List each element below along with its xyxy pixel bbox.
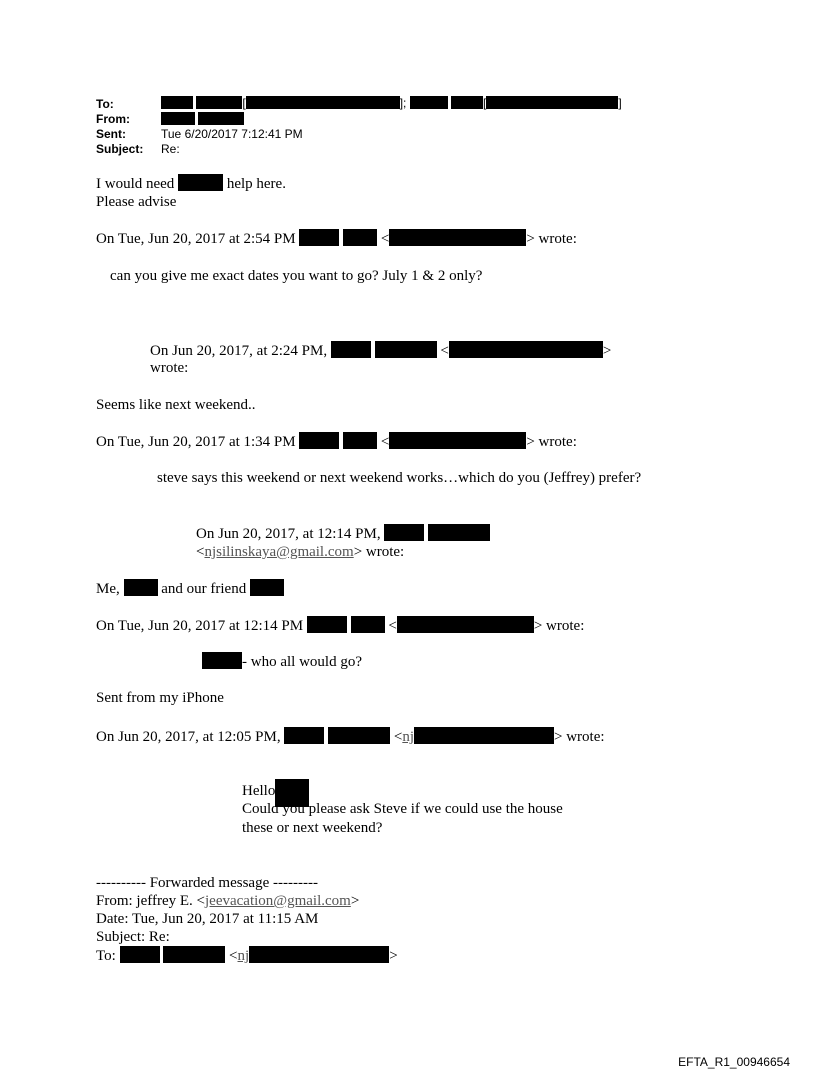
header-to-row	[96, 97, 114, 111]
quote-header-2: On Jun 20, 2017, at 2:24 PM, < >	[150, 343, 612, 359]
redaction	[161, 96, 193, 109]
subject-value: Re:	[161, 142, 180, 156]
message-7-line-1: Could you please ask Steve if we could use the house	[242, 801, 563, 817]
redaction	[120, 946, 160, 963]
message-6: Sent from my iPhone	[96, 690, 224, 706]
forwarded-from: From: jeffrey E. <jeevacation@gmail.com>	[96, 893, 360, 909]
redaction	[307, 616, 347, 633]
message-3: steve says this weekend or next weekend works…which do you (Jeffrey) prefer?	[157, 470, 642, 486]
redaction	[410, 96, 448, 109]
redaction	[375, 341, 437, 358]
redaction	[246, 96, 400, 109]
redaction	[249, 946, 389, 963]
redaction	[351, 616, 385, 633]
quote-header-1: On Tue, Jun 20, 2017 at 2:54 PM < > wrote:	[96, 231, 577, 247]
from-label: From:	[96, 112, 130, 126]
redaction	[428, 524, 490, 541]
message-7-line-2: these or next weekend?	[242, 820, 383, 836]
redaction	[196, 96, 242, 109]
redaction	[389, 229, 526, 246]
redaction	[250, 579, 284, 596]
header-to-recipients	[161, 96, 622, 110]
header-from-row	[96, 112, 130, 126]
sent-label: Sent:	[96, 127, 126, 141]
redaction	[284, 727, 324, 744]
redaction	[384, 524, 424, 541]
message-2: Seems like next weekend..	[96, 397, 256, 413]
body-line-1: I would need help here.	[96, 176, 286, 192]
forwarded-subject: Subject: Re:	[96, 929, 170, 945]
email-link[interactable]: njsilinskaya@gmail.com	[204, 544, 354, 560]
forwarded-separator: ---------- Forwarded message ---------	[96, 875, 318, 891]
quote-header-5: On Tue, Jun 20, 2017 at 12:14 PM < > wrote:	[96, 618, 585, 634]
redaction	[331, 341, 371, 358]
forwarded-to: To: <nj >	[96, 948, 398, 964]
forwarded-date: Date: Tue, Jun 20, 2017 at 11:15 AM	[96, 911, 319, 927]
to-label: To:	[96, 97, 114, 111]
redaction	[389, 432, 526, 449]
redaction	[449, 341, 603, 358]
redaction	[178, 174, 223, 191]
bracket-close: ];	[399, 96, 407, 110]
quote-header-2-wrote: wrote:	[150, 360, 189, 376]
redaction	[328, 727, 390, 744]
redaction	[343, 229, 377, 246]
quote-header-4-email-line: <njsilinskaya@gmail.com> wrote:	[196, 544, 405, 560]
email-link[interactable]: nj	[237, 948, 250, 964]
body-line-2: Please advise	[96, 194, 177, 210]
quote-header-4: On Jun 20, 2017, at 12:14 PM,	[196, 524, 490, 543]
redaction	[397, 616, 534, 633]
redaction	[343, 432, 377, 449]
redaction	[124, 579, 158, 596]
redaction	[161, 112, 195, 125]
redaction	[299, 432, 339, 449]
quote-header-6: On Jun 20, 2017, at 12:05 PM, <nj > wrote:	[96, 729, 605, 745]
bracket-open: [	[242, 96, 246, 110]
hello-line: Hello	[242, 783, 276, 799]
header-subject-row	[96, 142, 143, 156]
redaction	[198, 112, 244, 125]
header-sent-row	[96, 127, 126, 141]
redaction	[486, 96, 618, 109]
document-id: EFTA_R1_00946654	[678, 1055, 790, 1069]
redaction	[202, 652, 242, 669]
redaction	[451, 96, 483, 109]
sent-value: Tue 6/20/2017 7:12:41 PM	[161, 127, 303, 141]
header-from-value	[161, 112, 244, 126]
email-link[interactable]: jeevacation@gmail.com	[205, 893, 351, 909]
email-link[interactable]: nj	[402, 729, 414, 745]
bracket-close: ]	[618, 96, 622, 110]
bracket-open: [	[483, 96, 487, 110]
message-4: Me, and our friend	[96, 579, 284, 598]
message-5: - who all would go?	[202, 652, 362, 671]
redaction	[299, 229, 339, 246]
redaction	[414, 727, 554, 744]
redaction	[163, 946, 225, 963]
message-1: can you give me exact dates you want to go? July 1 & 2 only?	[110, 268, 483, 284]
quote-header-3: On Tue, Jun 20, 2017 at 1:34 PM < > wrote:	[96, 434, 577, 450]
subject-label: Subject:	[96, 142, 144, 156]
